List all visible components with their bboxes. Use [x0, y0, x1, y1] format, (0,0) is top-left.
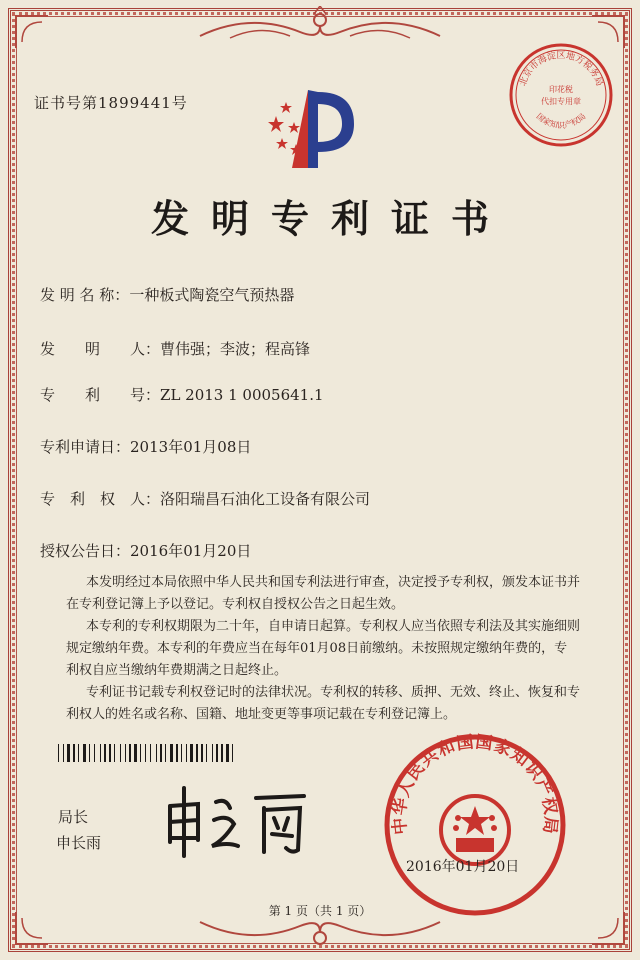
barcode-bar	[78, 744, 79, 762]
field-value: 曹伟强；李波；程高锋	[160, 340, 311, 358]
seal-text: 中华人民共和国国家知识产权局	[389, 732, 561, 836]
tax-stamp	[506, 40, 616, 150]
barcode-bar	[104, 744, 106, 762]
tax-stamp-bottom-text: 国家知识产权局	[534, 111, 588, 130]
barcode-bar	[176, 744, 178, 762]
field-label: 发 明 人：	[40, 340, 161, 358]
body-paragraph-text: 本专利的专利权期限为二十年，自申请日起算。专利权人应当依照专利法及其实施细则规定缴纳年费。本专利的年费应当在每年01月08日前缴纳。未按照规定缴纳年费的，专利权自应当缴纳年费期满之日起终止。	[66, 619, 581, 678]
barcode-bar	[170, 744, 173, 762]
barcode-bar	[165, 744, 166, 762]
field-patent-number	[40, 384, 324, 405]
barcode-bar	[67, 744, 70, 762]
barcode-bar	[221, 744, 223, 762]
barcode-bar	[120, 744, 121, 762]
body-paragraph-text: 专利证书记载专利权登记时的法律状况。专利权的转移、质押、无效、终止、恢复和专利权人的姓名或名称、国籍、地址变更等事项记载在专利登记簿上。	[66, 685, 581, 722]
tax-stamp-line2: 代扣专用章	[541, 97, 581, 106]
director-title: 局长	[58, 808, 89, 826]
barcode-bar	[232, 744, 233, 762]
barcode-bar	[114, 744, 115, 762]
field-value: 一种板式陶瓷空气预热器	[129, 286, 295, 304]
barcode-bar	[190, 744, 193, 762]
barcode-bar	[181, 744, 182, 762]
barcode-bar	[201, 744, 203, 762]
barcode-bar	[63, 744, 64, 762]
page-number: 第 1 页（共 1 页）	[268, 904, 372, 918]
official-seal	[380, 730, 570, 920]
field-label: 授权公告日：	[40, 542, 131, 560]
barcode-bar	[150, 744, 151, 762]
field-label: 专 利 权 人：	[40, 490, 161, 508]
corner-ornament-top-left	[12, 12, 52, 52]
top-ornament	[190, 6, 450, 52]
barcode-bar	[83, 744, 86, 762]
field-label: 专 利 号：	[40, 386, 161, 404]
field-value: 2013年01月08日	[130, 438, 252, 456]
field-inventors	[40, 338, 310, 359]
body-paragraph-3	[66, 682, 580, 726]
barcode-bar	[125, 744, 126, 762]
body-paragraph-text: 本发明经过本局依照中华人民共和国专利法进行审查，决定授予专利权，颁发本证书并在专利登记簿上予以登记。专利权自授权公告之日起生效。	[66, 575, 581, 612]
barcode-bar	[134, 744, 137, 762]
field-patentee	[40, 488, 370, 509]
barcode-bar	[160, 744, 162, 762]
barcode-bar	[73, 744, 75, 762]
barcode-bar	[186, 744, 187, 762]
field-label: 发 明 名 称：	[40, 286, 130, 304]
certificate-number: 证书号第1899441号	[34, 94, 188, 112]
barcode	[58, 744, 328, 762]
body-paragraph-2	[66, 616, 580, 682]
patent-office-logo	[262, 82, 372, 172]
tax-stamp-line1: 印花税	[549, 85, 573, 94]
body-paragraph-1	[66, 572, 580, 616]
field-application-date	[40, 436, 251, 457]
barcode-bar	[216, 744, 218, 762]
national-emblem-icon	[441, 796, 509, 864]
field-invention-name	[40, 284, 294, 305]
barcode-bar	[226, 744, 229, 762]
barcode-bar	[94, 744, 95, 762]
director-signature	[164, 780, 314, 860]
barcode-bar	[196, 744, 198, 762]
seal-date: 2016年01月20日	[406, 859, 520, 875]
barcode-bar	[129, 744, 131, 762]
barcode-bar	[145, 744, 146, 762]
field-label: 专利申请日：	[40, 438, 131, 456]
svg-text:国家知识产权局	[535, 112, 588, 130]
field-grant-date	[40, 540, 251, 561]
barcode-bar	[100, 744, 101, 762]
barcode-bar	[58, 744, 59, 762]
tax-stamp-outer-text: 北京市海淀区地方税务局	[518, 51, 604, 88]
director-name: 申长雨	[56, 834, 102, 852]
field-value: 2016年01月20日	[130, 542, 252, 560]
field-value: 洛阳瑞昌石油化工设备有限公司	[160, 490, 371, 508]
certificate-title: 发明专利证书	[150, 196, 511, 241]
barcode-bar	[109, 744, 111, 762]
barcode-bar	[212, 744, 213, 762]
barcode-bar	[156, 744, 157, 762]
barcode-bar	[89, 744, 90, 762]
barcode-bar	[140, 744, 141, 762]
field-value: ZL 2013 1 0005641.1	[160, 386, 324, 404]
barcode-bar	[206, 744, 207, 762]
